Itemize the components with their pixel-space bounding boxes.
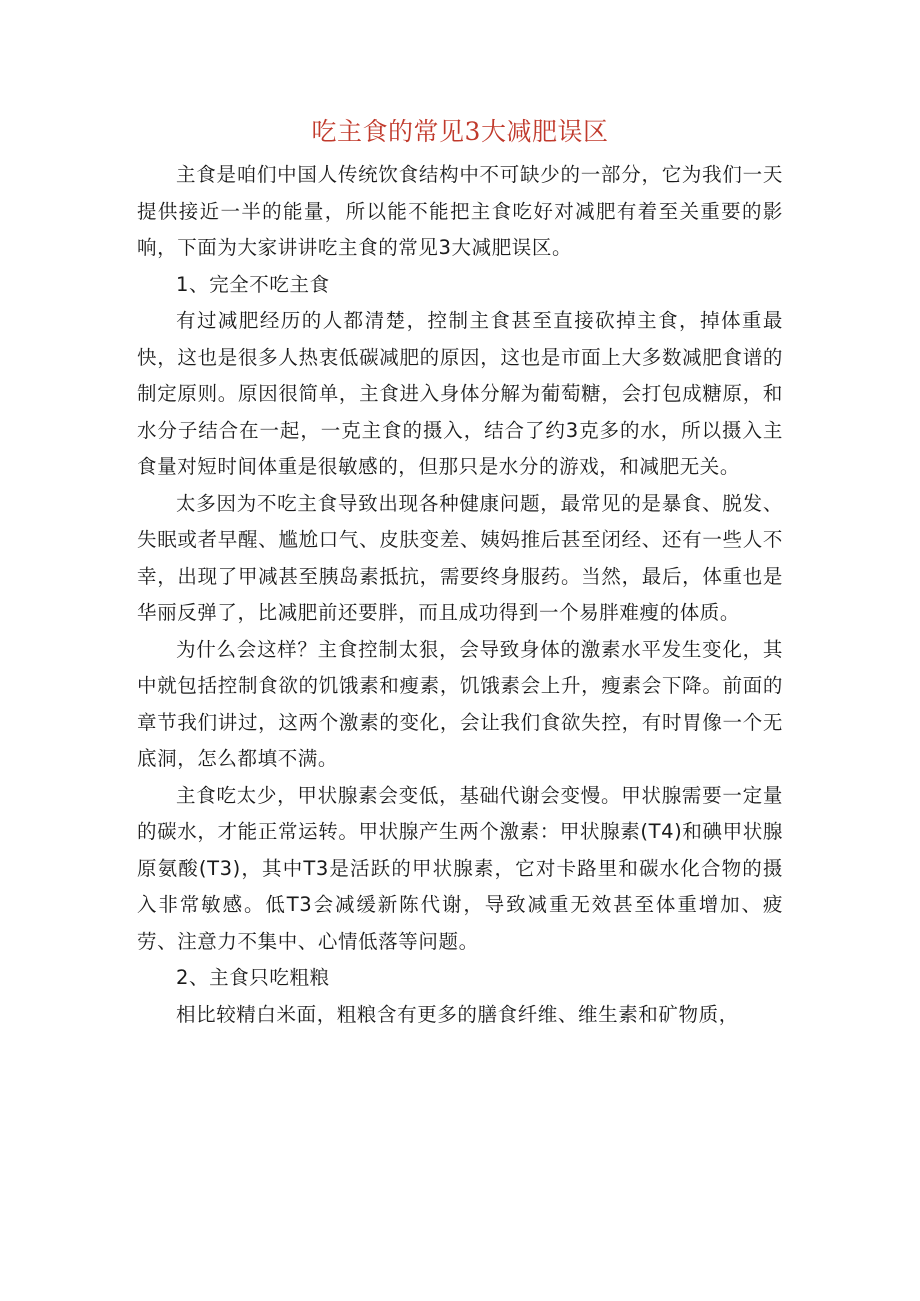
document-title: 吃主食的常见3大减肥误区 [311,117,609,146]
paragraph-2: 太多因为不吃主食导致出现各种健康问题，最常见的是暴食、脱发、失眠或者早醒、尴尬口气、皮肤变差、姨妈推后甚至闭经、还有一些人不幸，出现了甲减甚至胰岛素抵抗，需要终身服药。当然，最后，体重也是华丽反弹了，比减肥前还要胖，而且成功得到一个易胖难瘦的体质。 [137,491,783,624]
document-body [137,157,783,1033]
paragraph-4: 主食吃太少，甲状腺素会变低，基础代谢会变慢。甲状腺需要一定量的碳水，才能正常运转。甲状腺产生两个激素：甲状腺素(T4)和碘甲状腺原氨酸(T3)，其中T3是活跃的甲状腺素，它对卡路里和碳水化合物的摄入非常敏感。低T3会减缓新陈代谢，导致减重无效甚至体重增加、疲劳、注意力不集中、心情低落等问题。 [137,783,783,953]
paragraph-5: 相比较精白米面，粗粮含有更多的膳食纤维、维生素和矿物质， [176,1002,739,1026]
section-heading-2: 2、主食只吃粗粮 [176,966,330,989]
section-heading-1: 1、完全不吃主食 [176,272,330,296]
paragraph-intro: 主食是咱们中国人传统饮食结构中不可缺少的一部分，它为我们一天提供接近一半的能量，所以能不能把主食吃好对减肥有着至关重要的影响，下面为大家讲讲吃主食的常见3大减肥误区。 [137,163,783,259]
paragraph-3: 为什么会这样？主食控制太狠，会导致身体的激素水平发生变化，其中就包括控制食欲的饥饿素和瘦素，饥饿素会上升，瘦素会下降。前面的章节我们讲过，这两个激素的变化，会让我们食欲失控，有时胃像一个无底洞，怎么都填不满。 [137,637,783,770]
paragraph-1: 有过减肥经历的人都清楚，控制主食甚至直接砍掉主食，掉体重最快，这也是很多人热衷低碳减肥的原因，这也是市面上大多数减肥食谱的制定原则。原因很简单，主食进入身体分解为葡萄糖，会打包成糖原，和水分子结合在一起，一克主食的摄入，结合了约3克多的水，所以摄入主食量对短时间体重是很敏感的，但那只是水分的游戏，和减肥无关。 [137,309,783,478]
